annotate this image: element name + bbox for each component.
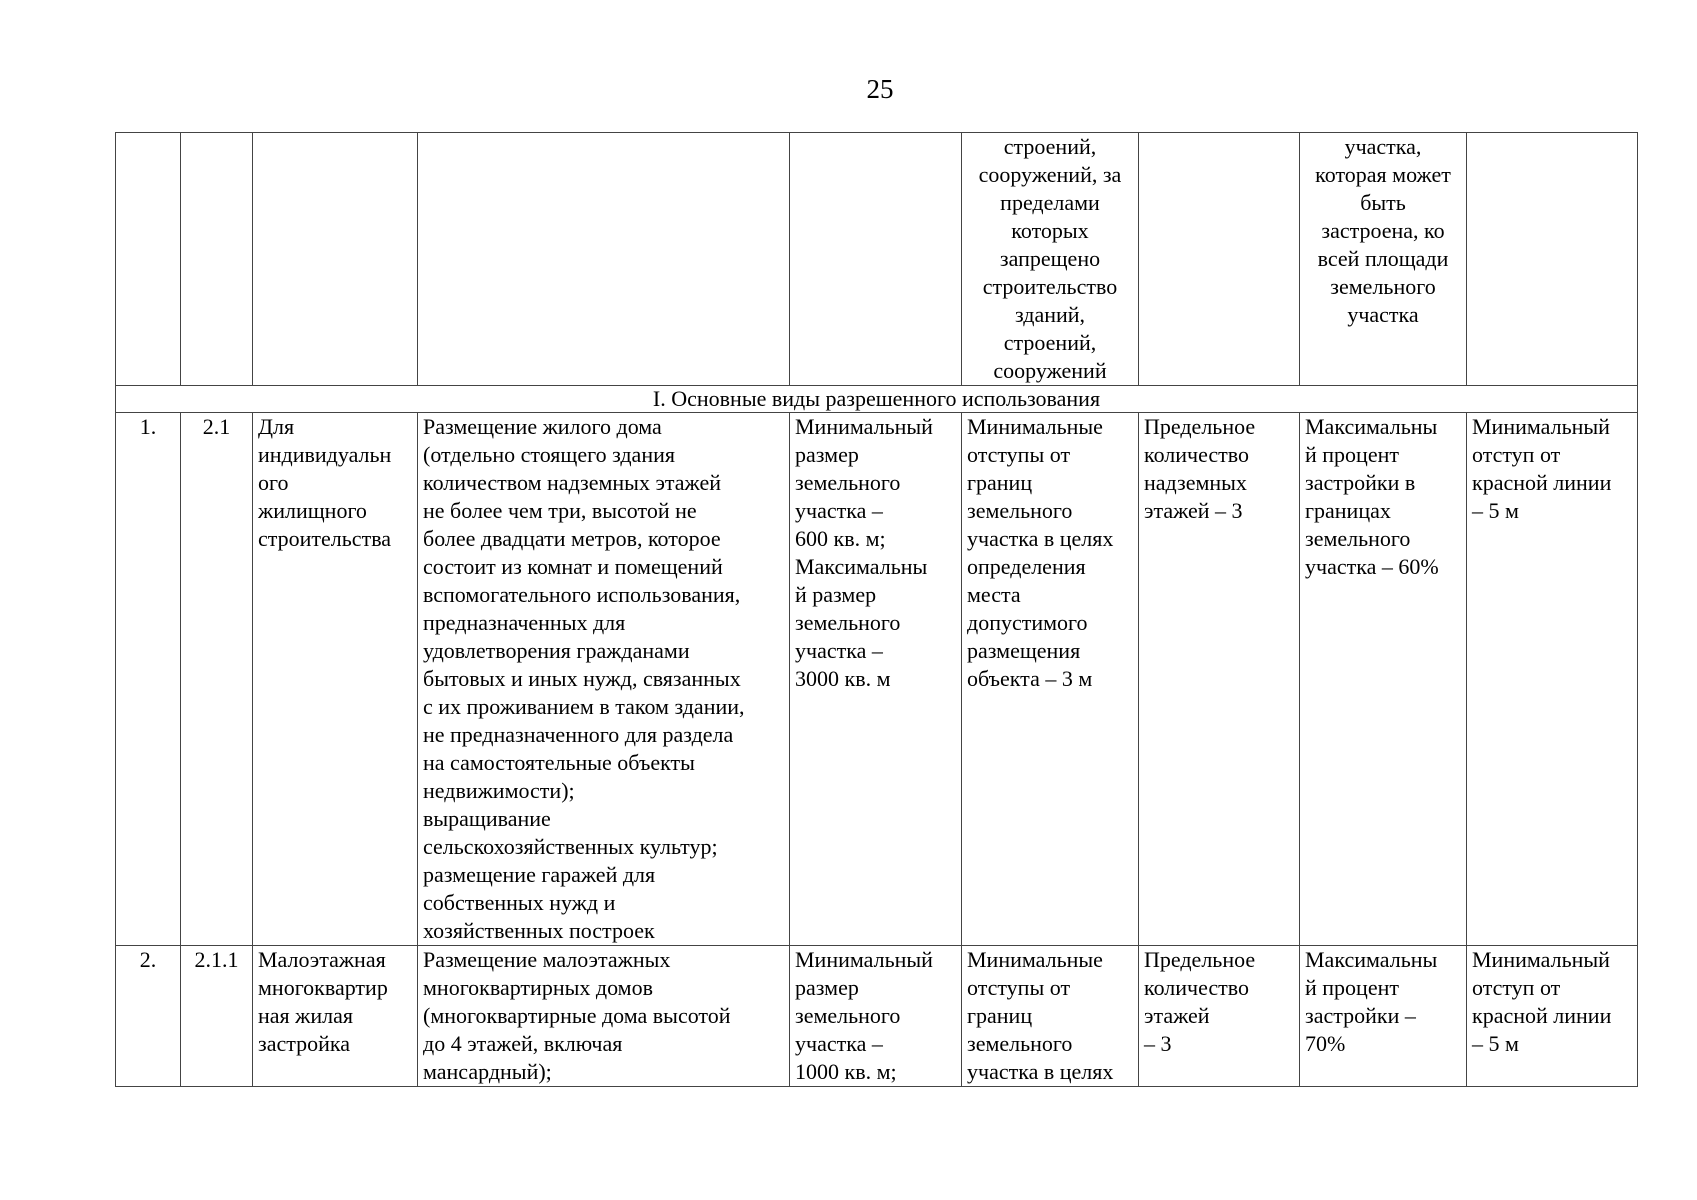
header-cell-coverage-continued: участка, которая может быть застроена, ко всей площади земельного участка [1300, 133, 1467, 386]
header-cell-setbacks-continued: строений, сооружений, за пределами которых запрещено строительство зданий, строений, сооружений [962, 133, 1139, 386]
setbacks: Минимальные отступы от границ земельного участка в целях [962, 946, 1139, 1087]
setbacks: Минимальные отступы от границ земельного участка в целях определения места допустимого размещения объекта – 3 м [962, 413, 1139, 946]
section-title: I. Основные виды разрешенного использования [116, 386, 1638, 413]
row-number: 1. [116, 413, 181, 946]
coverage-percent: Максимальны й процент застройки в границах земельного участка – 60% [1300, 413, 1467, 946]
use-name: Малоэтажная многоквартир ная жилая застройка [253, 946, 418, 1087]
table-cell [1139, 133, 1300, 386]
use-code: 2.1.1 [181, 946, 253, 1087]
use-description: Размещение малоэтажных многоквартирных домов (многоквартирные дома высотой до 4 этажей, включая мансардный); [418, 946, 790, 1087]
page-number: 25 [866, 74, 894, 104]
table-row [116, 413, 1638, 946]
table-cell [116, 133, 181, 386]
plot-size: Минимальный размер земельного участка – 1000 кв. м; [790, 946, 962, 1087]
floors-limit: Предельное количество этажей – 3 [1139, 946, 1300, 1087]
red-line-setback: Минимальный отступ от красной линии – 5 м [1467, 413, 1638, 946]
table-cell [790, 133, 962, 386]
use-name: Для индивидуальн ого жилищного строительства [253, 413, 418, 946]
plot-size: Минимальный размер земельного участка – 600 кв. м; Максимальны й размер земельного участка – 3000 кв. м [790, 413, 962, 946]
table-cell [253, 133, 418, 386]
table-cell [418, 133, 790, 386]
table-cell [181, 133, 253, 386]
red-line-setback: Минимальный отступ от красной линии – 5 м [1467, 946, 1638, 1087]
coverage-percent: Максимальны й процент застройки – 70% [1300, 946, 1467, 1087]
table-row [116, 946, 1638, 1087]
row-number: 2. [116, 946, 181, 1087]
section-row [116, 386, 1638, 413]
use-description: Размещение жилого дома (отдельно стоящего здания количеством надземных этажей не более чем три, высотой не более двадцати метров, которое состоит из комнат и помещений вспомогательного использования, предназначенных для удовлетворения гражданами бытовых и иных нужд, связанных с их проживанием в таком здании, не предназначенного для раздела на самостоятельные объекты недвижимости); выращивание сельскохозяйственных культур; размещение гаражей для собственных нужд и хозяйственных построек [418, 413, 790, 946]
use-code: 2.1 [181, 413, 253, 946]
table-cell [1467, 133, 1638, 386]
continuation-row [116, 133, 1638, 386]
zoning-regulations-table [115, 132, 1638, 1087]
floors-limit: Предельное количество надземных этажей – 3 [1139, 413, 1300, 946]
